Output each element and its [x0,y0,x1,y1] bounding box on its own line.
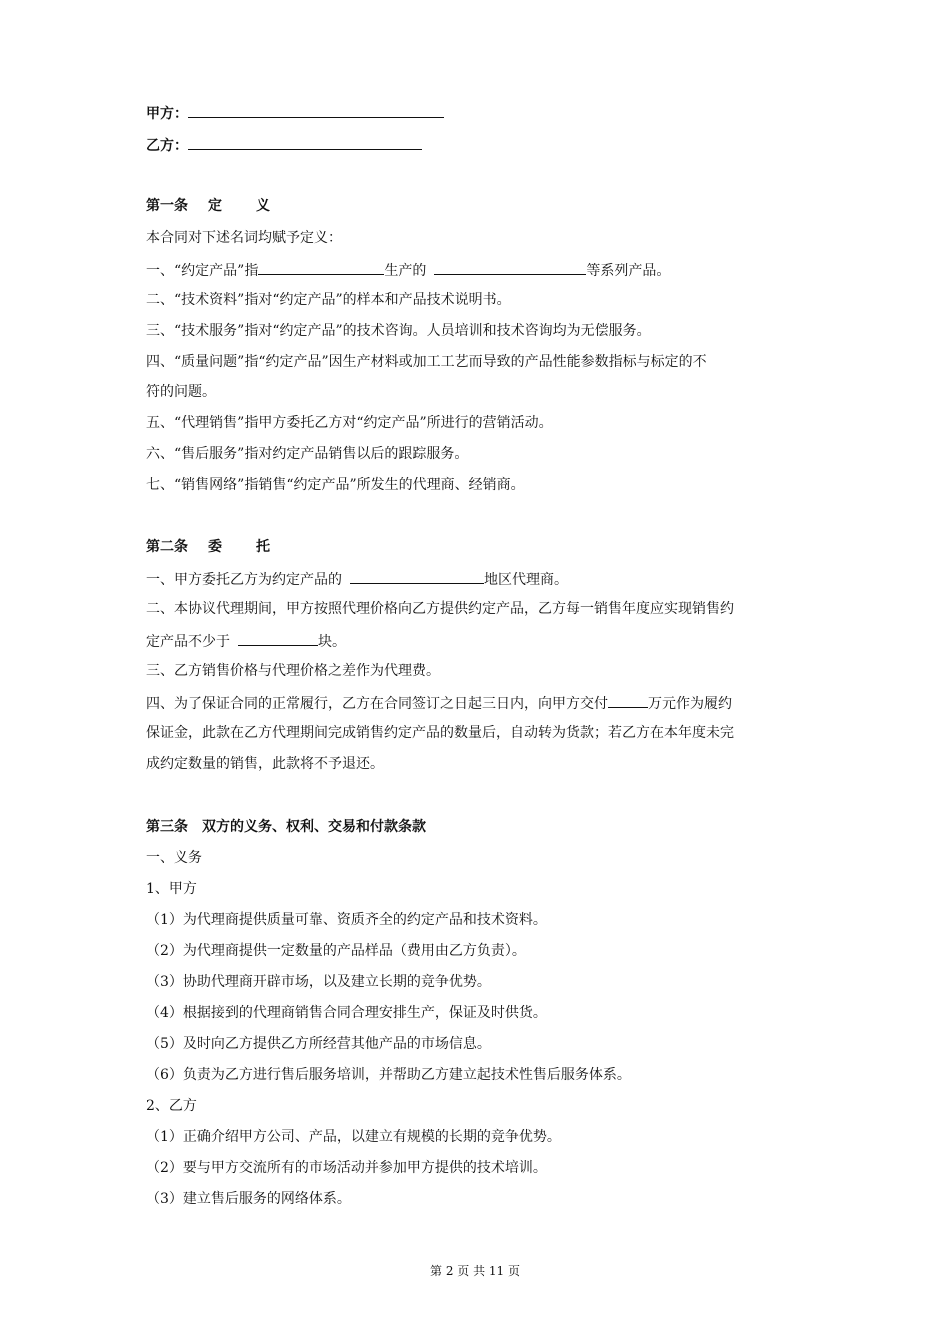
article3-party-a: 1、甲方 [146,881,197,897]
article1-title-a: 定 [208,198,222,214]
article2-item2-line1: 二、本协议代理期间，甲方按照代理价格向乙方提供约定产品，乙方每一销售年度应实现销售约 [146,601,734,617]
article2-item2-suffix: 块。 [318,634,346,650]
article2-deposit-blank[interactable] [608,692,648,708]
article2-item2-prefix: 定产品不少于 [146,634,230,650]
article3-a6: （6）负责为乙方进行售后服务培训，并帮助乙方建立起技术性售后服务体系。 [146,1067,631,1083]
article3-b2: （2）要与甲方交流所有的市场活动并参加甲方提供的技术培训。 [146,1160,547,1176]
article2-title [146,537,270,557]
article2-num: 第二条 [146,539,188,555]
article2-item4-prefix: 四、为了保证合同的正常履行，乙方在合同签订之日起三日内，向甲方交付 [146,696,608,712]
page-number: 第 2 页 共 11 页 [430,1264,520,1278]
article3-party-b: 2、乙方 [146,1098,197,1114]
article3-b1: （1）正确介绍甲方公司、产品，以建立有规模的长期的竞争优势。 [146,1129,561,1145]
article3-sub1: 一、义务 [146,850,202,866]
article3-b3: （3）建立售后服务的网络体系。 [146,1191,351,1207]
article2-item1-suffix: 地区代理商。 [484,572,568,588]
article2-item4-suffix: 万元作为履约 [648,696,732,712]
article1-item7: 七、“销售网络”指销售“约定产品”所发生的代理商、经销商。 [146,477,525,493]
article2-item4-line1 [146,692,732,714]
article3-a3: （3）协助代理商开辟市场，以及建立长期的竞争优势。 [146,974,491,990]
article2-title-a: 委 [208,539,222,555]
party-a-label: 甲方： [146,106,188,122]
article3-title: 第三条 双方的义务、权利、交易和付款条款 [146,819,426,835]
article2-title-b: 托 [256,539,270,555]
article1-title [146,196,270,216]
article3-a5: （5）及时向乙方提供乙方所经营其他产品的市场信息。 [146,1036,491,1052]
party-b-blank[interactable] [188,134,422,150]
article1-item1-mid: 生产的 [384,263,427,279]
article1-maker-blank[interactable] [258,259,384,275]
article1-item1 [146,259,670,281]
article1-item2: 二、“技术资料”指对“约定产品”的样本和产品技术说明书。 [146,292,511,308]
article2-item2-line2 [146,630,346,652]
party-a-blank[interactable] [188,102,444,118]
article1-intro: 本合同对下述名词均赋予定义： [146,230,342,246]
article2-item4-line2: 保证金，此款在乙方代理期间完成销售约定产品的数量后，自动转为货款；若乙方在本年度未完 [146,725,734,741]
article2-quantity-blank[interactable] [238,630,318,646]
article1-item6: 六、“售后服务”指对约定产品销售以后的跟踪服务。 [146,446,469,462]
article3-a4: （4）根据接到的代理商销售合同合理安排生产，保证及时供货。 [146,1005,547,1021]
article1-item5: 五、“代理销售”指甲方委托乙方对“约定产品”所进行的营销活动。 [146,415,553,431]
article1-product-blank[interactable] [434,259,586,275]
article3-a1: （1）为代理商提供质量可靠、资质齐全的约定产品和技术资料。 [146,912,547,928]
article2-item1-prefix: 一、甲方委托乙方为约定产品的 [146,572,342,588]
article1-item4-line2: 符的问题。 [146,384,216,400]
article2-item1 [146,568,568,590]
article2-region-blank[interactable] [350,568,484,584]
party-b-label: 乙方： [146,138,188,154]
article1-item3: 三、“技术服务”指对“约定产品”的技术咨询。人员培训和技术咨询均为无偿服务。 [146,323,651,339]
article1-title-b: 义 [256,198,270,214]
article1-item1-prefix: 一、“约定产品”指 [146,263,259,279]
article1-num: 第一条 [146,198,188,214]
article1-item4-line1: 四、“质量问题”指“约定产品”因生产材料或加工工艺而导致的产品性能参数指标与标定的不 [146,354,707,370]
party-b-line [146,134,422,156]
article2-item4-line3: 成约定数量的销售，此款将不予退还。 [146,756,384,772]
article1-item1-suffix: 等系列产品。 [586,263,671,279]
article3-a2: （2）为代理商提供一定数量的产品样品（费用由乙方负责）。 [146,943,526,959]
party-a-line [146,102,444,124]
article2-item3: 三、乙方销售价格与代理价格之差作为代理费。 [146,663,440,679]
